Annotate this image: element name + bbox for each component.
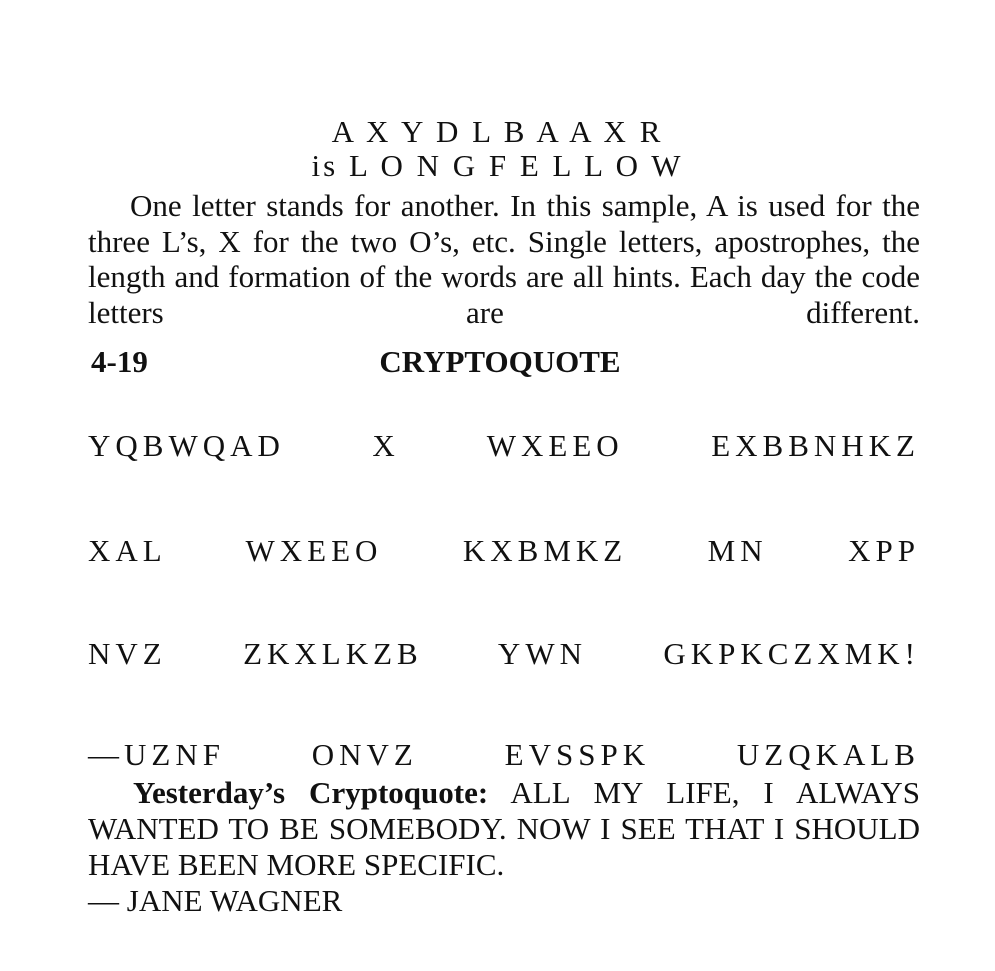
puzzle-number: 4-19 bbox=[91, 344, 148, 379]
puzzle-title: CRYPTOQUOTE bbox=[379, 344, 621, 379]
yesterday-answer bbox=[88, 775, 920, 919]
sample-solution-prefix: is bbox=[311, 148, 339, 183]
sample-solution-text: L O N G F E L L O W bbox=[348, 148, 684, 183]
sample-solution bbox=[0, 150, 995, 182]
puzzle-header bbox=[0, 342, 995, 382]
yesterday-quote: ALL MY LIFE, I ALWAYS WANTED TO BE SOMEBODY. NOW I SEE THAT I SHOULD HAVE BEEN MORE SPECIFIC. bbox=[88, 775, 920, 882]
cipher-line-3: NVZ ZKXLKZB YWN GKPKCZXMK! bbox=[88, 636, 920, 671]
cipher-author: —UZNF ONVZ EVSSPK UZQKALB bbox=[88, 737, 920, 772]
yesterday-author: — JANE WAGNER bbox=[88, 883, 343, 918]
instructions-paragraph: One letter stands for another. In this sample, A is used for the three L’s, X for the two O’s, etc. Single letters, apostrophes, the length and formation of the words are all hints. Each day the code letters are different. bbox=[88, 188, 920, 330]
sample-code: A X Y D L B A A X R bbox=[331, 114, 664, 149]
yesterday-label: Yesterday’s Cryptoquote: bbox=[133, 775, 489, 810]
cipher-line-1: YQBWQAD X WXEEO EXBBNHKZ bbox=[88, 428, 920, 463]
cipher-line-2: XAL WXEEO KXBMKZ MN XPP bbox=[88, 533, 920, 568]
